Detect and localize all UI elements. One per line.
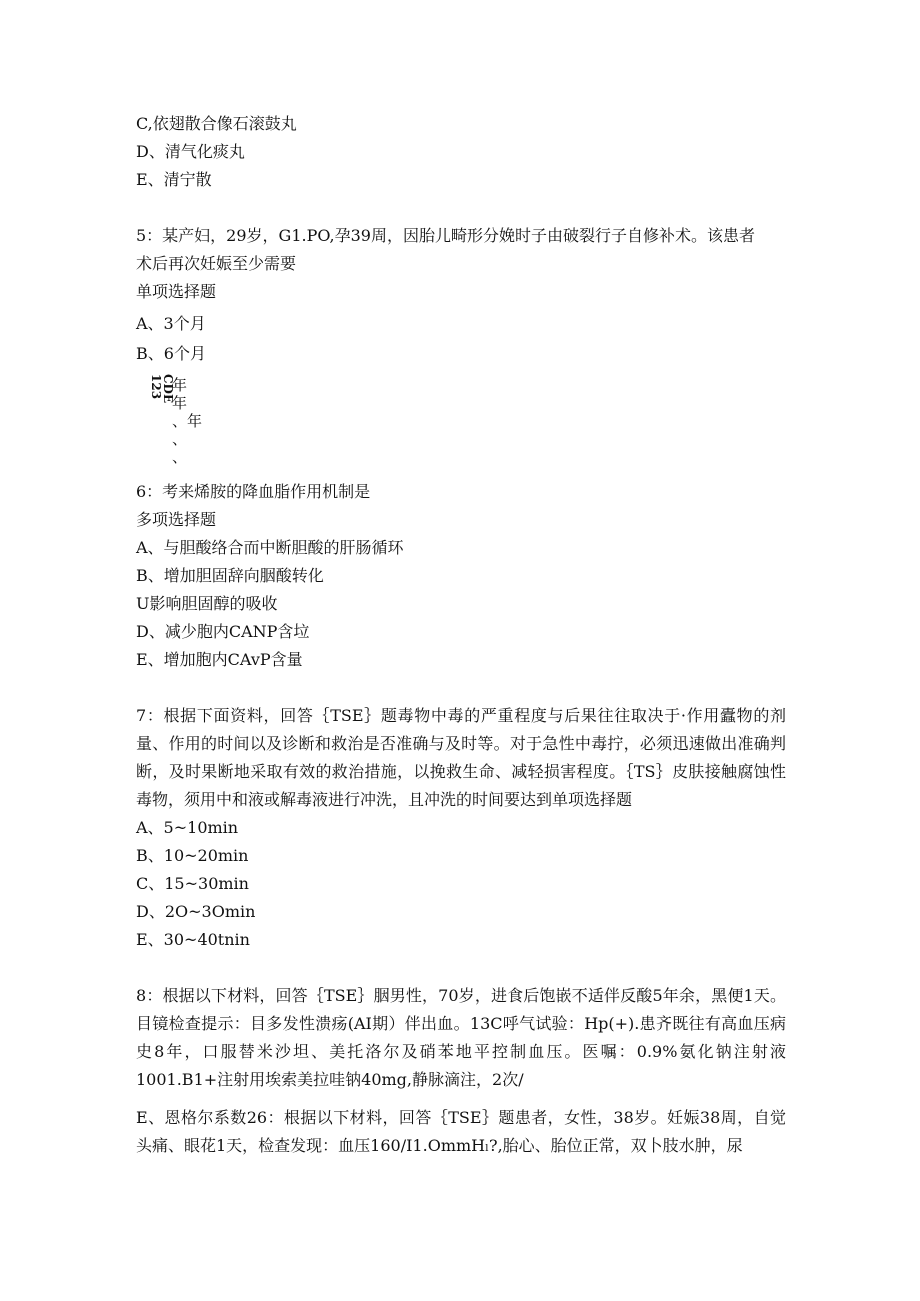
q5-rotated-letters: CDE: [161, 374, 175, 404]
q6-option-a: A、与胆酸络合而中断胆酸的肝肠循环: [136, 538, 404, 557]
q4-option-d: D、清气化痰丸: [136, 142, 245, 161]
q6-option-d: D、减少胞内CANP含垃: [136, 622, 310, 641]
q6-option-b: B、增加胆固辞向胭酸转化: [136, 566, 324, 585]
q4-option-c: C,依翅散合像石滚鼓丸: [136, 114, 297, 133]
q6-option-c: U影响胆固醇的吸收: [136, 594, 278, 613]
q7-option-c: C、15~30min: [136, 874, 249, 893]
q6-question-type: 多项选择题: [136, 510, 217, 529]
q8-stem-text: 8：根据以下材料，回答｛TSE｝胭男性，70岁，进食后饱嵌不适伴反酸5年余，黑便1天。目镜检查提示：目多发性溃疡(AI期）伴出血。13C呼气试验：Hp(+).患齐既往有高血压病史8年，口服替米沙坦、美托洛尔及硝苯地平控制血压。医嘱：0.9%氨化钠注射液1001.B1+注射用埃索美拉哇钠40mg,静脉滴注，2次/: [136, 986, 786, 1089]
q9-stem-text: E、恩格尔系数26：根据以下材料，回答｛TSE｝题患者，女性，38岁。妊娠38周，自觉头痛、眼花1天，检查发现：血压160/I1.OmmHₗ?,胎心、胎位正常，双卜肢水肿，尿: [136, 1108, 786, 1155]
q5-rotated-numbers: 123: [149, 374, 163, 400]
q5-option-marks: [172, 376, 212, 466]
q8-stem: [136, 982, 786, 1094]
q9-stem: [136, 1104, 786, 1160]
q7-option-d: D、2O~3Omin: [136, 902, 256, 921]
q5-rotated-option-letters: [149, 374, 175, 404]
q5-stem-line2: 术后再次妊娠至少需要: [136, 254, 297, 273]
q7-option-b: B、10~20min: [136, 846, 249, 865]
q5-mark: 、年: [172, 412, 203, 430]
q5-option-a: A、3个月: [136, 314, 206, 333]
q7-option-a: A、5~10min: [136, 818, 239, 837]
q5-mark: 、: [172, 448, 188, 466]
q7-stem-text: 7：根据下面资料，回答｛TSE｝题毒物中毒的严重程度与后果往往取决于·作用蠹物的剂量、作用的时间以及诊断和救治是否准确与及时等。对于急性中毒拧，必须迅速做出准确判断，及时果断地采取有效的救治措施，以挽救生命、减轻损害程度。｛TS｝皮肤接触腐蚀性毒物，须用中和液或解毒液进行冲洗，且冲洗的时间要达到单项选择题: [136, 706, 786, 809]
q7-stem: [136, 702, 786, 814]
q5-mark: 年: [172, 394, 188, 412]
q5-option-b: B、6个月: [136, 344, 206, 363]
q5-stem-line1: 5：某产妇，29岁，G1.PO,孕39周，因胎儿畸形分娩时子由破裂行子自修补术。该患者: [136, 226, 755, 245]
q6-option-e: E、增加胞内CAvP含量: [136, 650, 303, 669]
q6-stem: 6：考来烯胺的降血脂作用机制是: [136, 482, 371, 501]
q5-mark: 、: [172, 430, 188, 448]
q4-option-e: E、清宁散: [136, 170, 212, 189]
q5-mark: 年: [172, 376, 188, 394]
q7-option-e: E、30~40tnin: [136, 930, 250, 949]
q5-question-type: 单项选择题: [136, 282, 217, 301]
